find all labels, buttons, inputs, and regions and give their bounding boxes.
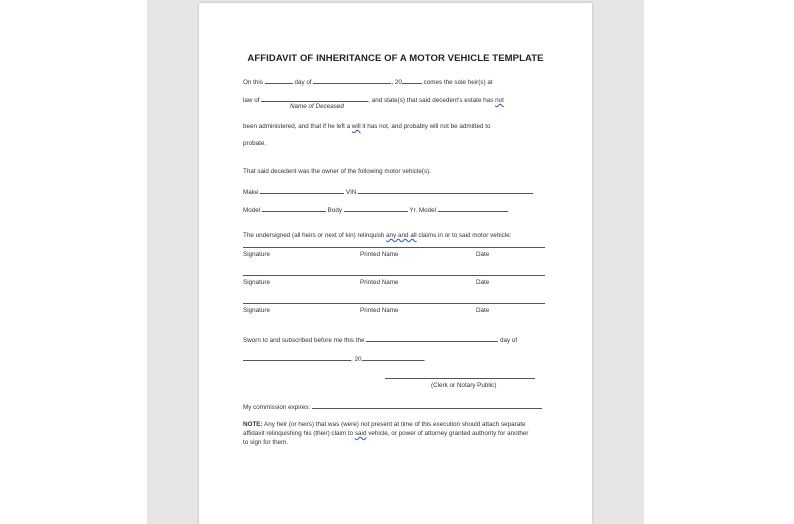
year-blank[interactable]	[402, 77, 422, 84]
signature-line-1[interactable]	[243, 247, 545, 248]
year-model-blank[interactable]	[438, 205, 508, 212]
sworn-month-blank[interactable]	[243, 354, 351, 361]
note-line-3: to sign for them.	[243, 439, 289, 446]
clerk-signature-line[interactable]	[385, 378, 535, 379]
body-blank[interactable]	[344, 205, 408, 212]
model-blank[interactable]	[262, 205, 326, 212]
sworn-date-line: , 20 .	[243, 354, 425, 364]
probate-line: probate.	[243, 140, 267, 147]
owner-statement: That said decedent was the owner of the following motor vehicle(s).	[243, 168, 431, 175]
administered-line: been administered, and that if he left a will it has not, and probably will not be admitted to	[243, 123, 491, 130]
relinquish-statement: The undersigned (all heirs or next of kin) relinquish any and all claims in or to said motor vehicle:	[243, 232, 512, 239]
sworn-line: Sworn to and subscribed before me this the day of	[243, 337, 518, 344]
printed-name-label: Printed Name	[360, 279, 399, 286]
date-label: Date	[476, 307, 490, 314]
model-body-year-row: Model Body Yr. Model	[243, 205, 508, 215]
note-line-1: NOTE: Any heir (or heirs) that was (were) not present at time of this execution should attach separate	[243, 421, 526, 428]
day-blank[interactable]	[265, 77, 293, 84]
vin-blank[interactable]	[358, 187, 533, 194]
month-blank[interactable]	[313, 77, 391, 84]
signature-line-2[interactable]	[243, 275, 545, 276]
signature-line-3[interactable]	[243, 303, 545, 304]
make-vin-row: Make VIN	[243, 187, 533, 197]
signature-label: Signature	[243, 279, 270, 286]
deceased-name-blank[interactable]	[261, 95, 368, 102]
commission-blank[interactable]	[312, 402, 542, 409]
sworn-day-blank[interactable]	[366, 335, 498, 342]
note-line-2: affidavit relinquishing his (their) claim to said vehicle, or power of attorney granted authority for another	[243, 430, 529, 437]
clerk-caption: (Clerk or Notary Public)	[431, 382, 497, 389]
make-blank[interactable]	[260, 187, 344, 194]
signature-label: Signature	[243, 307, 270, 314]
printed-name-label: Printed Name	[360, 251, 399, 258]
sworn-year-blank[interactable]	[362, 354, 424, 361]
opening-line: On this day of , 20 comes the sole heir(s) at	[243, 79, 493, 86]
date-label: Date	[476, 251, 490, 258]
document-page	[199, 3, 592, 524]
law-of-line: law of , and state(s) that said decedent's estate has not	[243, 97, 504, 104]
document-title: AFFIDAVIT OF INHERITANCE OF A MOTOR VEHICLE TEMPLATE	[247, 53, 544, 64]
deceased-name-caption: Name of Deceased	[290, 103, 344, 110]
date-label: Date	[476, 279, 490, 286]
printed-name-label: Printed Name	[360, 307, 399, 314]
signature-label: Signature	[243, 251, 270, 258]
commission-line: My commission expires:	[243, 402, 542, 412]
